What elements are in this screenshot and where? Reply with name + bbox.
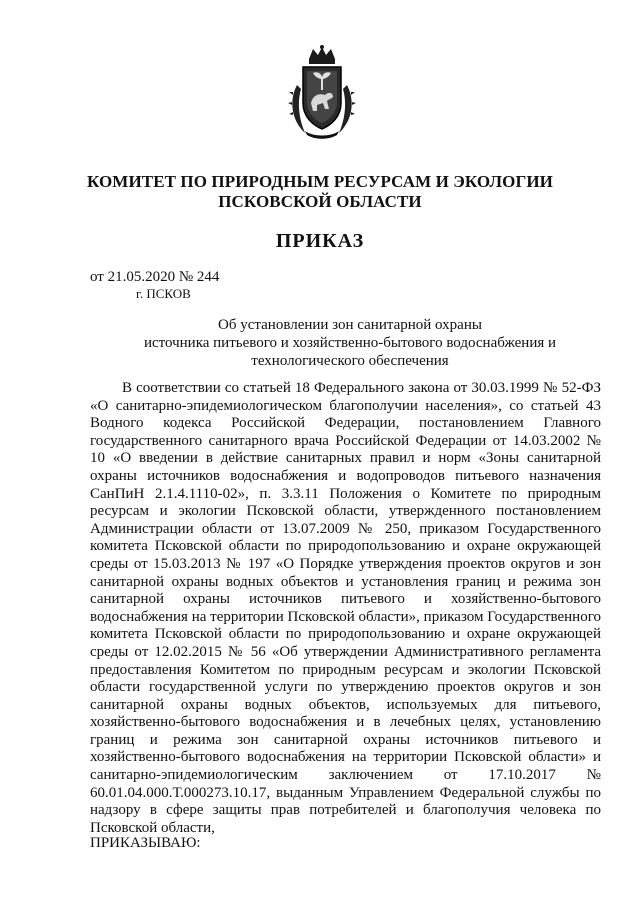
organization-name: [0, 172, 640, 212]
document-date-number: от 21.05.2020 № 244: [90, 269, 220, 285]
document-type-title: ПРИКАЗ: [275, 230, 365, 252]
document-subject: [60, 316, 640, 370]
subject-line-3: технологического обеспечения: [251, 353, 449, 369]
organization-name-line-1: КОМИТЕТ ПО ПРИРОДНЫМ РЕСУРСАМ И ЭКОЛОГИИ: [86, 172, 554, 191]
subject-line-1: Об установлении зон санитарной охраны: [218, 317, 482, 333]
document-body-paragraph: В соответствии со статьей 18 Федерального закона от 30.03.1999 № 52-ФЗ «О санитарно-эпидемиологическом благополучии населения», со статьей 43 Водного кодекса Российской Федерации, постановлением Главного государственного санитарного врача Российской Федерации от 14.03.2002 № 10 «О введении в действие санитарных правил и норм «Зоны санитарной охраны источников водоснабжения и водопроводов питьевого назначения СанПиН 2.1.4.1110-02», п. 3.3.11 Положения о Комитете по природным ресурсам и экологии Псковской области, утвержденного постановлением Администрации области от 13.07.2009 № 250, приказом Государственного комитета Псковской области по природопользованию и охране окружающей среды от 15.03.2013 № 197 «О Порядке утверждения проектов округов и зон санитарной охраны водных объектов и установления границ и режима зон санитарной охраны источников питьевого и хозяйственно-бытового водоснабжения на территории Псковской области», приказом Государственного комитета Псковской области по природопользованию и охране окружающей среды от 12.02.2015 № 56 «Об утверждении Административного регламента предоставления Комитетом по природным ресурсам и экологии Псковской области государственной услуги по утверждению проектов округов и зон санитарной охраны водных объектов, используемых для питьевого, хозяйственно-бытового водоснабжения и в лечебных целях, установлению границ и режима зон санитарной охраны источников питьевого и хозяйственно-бытового водоснабжения на территории Псковской области» и санитарно-эпидемиологическим заключением от 17.10.2017 № 60.01.04.000.Т.000273.10.17, выданным Управлением Федеральной службы по надзору в сфере защиты прав потребителей и благополучия человека по Псковской области,: [90, 380, 601, 836]
pskov-region-coat-of-arms-icon: [287, 45, 357, 141]
order-directive: ПРИКАЗЫВАЮ:: [90, 835, 201, 851]
document-city: г. ПСКОВ: [136, 286, 191, 301]
subject-line-2: источника питьевого и хозяйственно-бытового водоснабжения и: [143, 335, 557, 351]
organization-name-line-2: ПСКОВСКОЙ ОБЛАСТИ: [218, 192, 422, 211]
